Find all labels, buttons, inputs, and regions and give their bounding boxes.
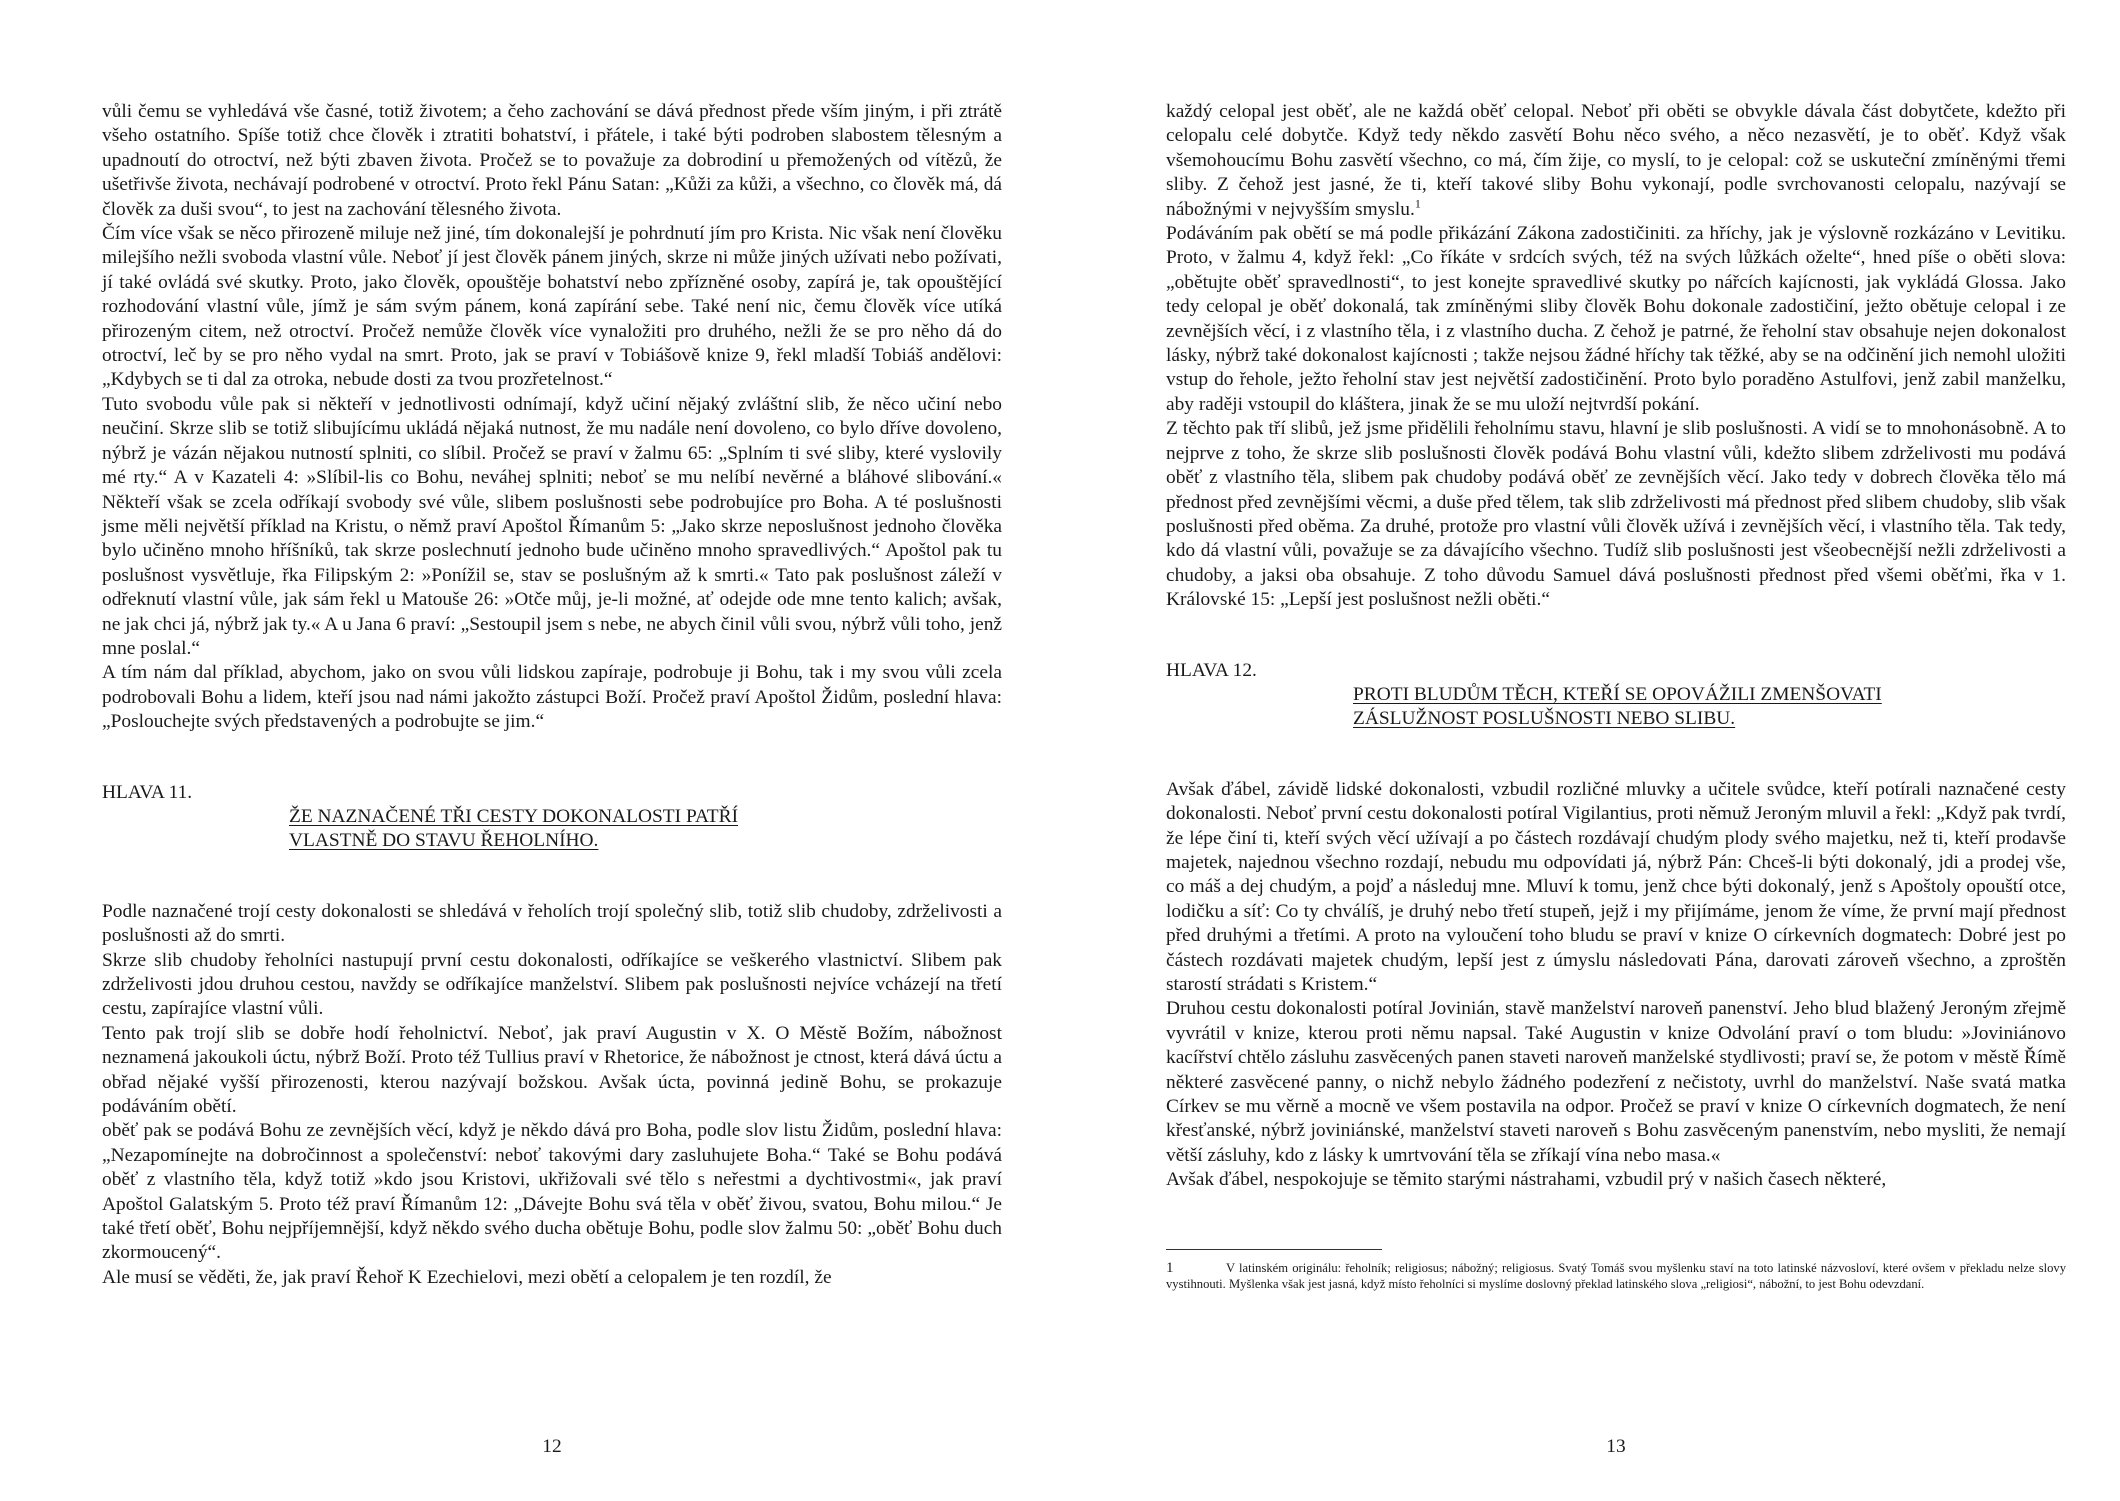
page-number: 13 xyxy=(1606,1436,1626,1457)
chapter-title xyxy=(1353,683,1913,732)
chapter-heading xyxy=(102,781,1002,854)
paragraph: Avšak ďábel, závidě lidské dokonalosti, vzbudil rozličné mluvky a učitele svůdce, kteří potírali naznačené cesty dokonalosti. Neboť první cestu dokonalosti potíral Vigilantius, proti němuž Jeroným mluvil a řekl: „Když pak tvrdí, že lépe činí ti, kteří svých věcí užívají a po částech rozdávají chudým plody svého majetku, než ti, kteří prodavše majetek, najednou všechno rozdají, nebudu mu odpovídati já, nýbrž Pán: Chceš-li býti dokonalý, jdi a prodej vše, co máš a dej chudým, a pojď a následuj mne. Mluví k tomu, jenž chce býti dokonalý, jenž s Apoštoly opouští otce, lodičku a síť: Co ty chválíš, je druhý nebo třetí stupeň, jejž i my přijímáme, jenom že víme, že první mají přednost před druhými a třetími. A proto na vyloučení toho bludu se praví v knize O církevních dogmatech: Dobré jest po částech rozdávati majetek chudým, lepší jest z úmyslu následovati Pána, darovati zároveň všechno, a zproštěn starostí strádati s Kristem.“ xyxy=(1166,778,2066,995)
page-number: 12 xyxy=(542,1436,562,1457)
paragraph: Ale musí se věděti, že, jak praví Řehoř K Ezechielovi, mezi obětí a celopalem je ten rozdíl, že xyxy=(102,1266,832,1288)
right-page xyxy=(1166,100,2066,1490)
paragraph: vůli čemu se vyhledává vše časné, totiž životem; a čeho zachování se dává přednost přede vším jiným, i při ztrátě všeho ostatního. Spíše totiž chce člověk i ztratiti bohatství, i přátele, i také býti podroben slabostem tělesným a upadnoutí do otroctví, než býti zbaven života. Pročež se to považuje za dobrodiní u přemožených od vítězů, že ušetřivše života, nechávají podrobené v otroctví. Proto řekl Pánu Satan: „Kůži za kůži, a všechno, co člověk má, dá člověk za duši svou“, to jest na zachování tělesného života. xyxy=(102,101,1002,220)
paragraph: Z těchto pak tří slibů, jež jsme přidělili řeholnímu stavu, hlavní je slib poslušnosti. A vidí se to mnohonásobně. A to nejprve z toho, že skrze slib poslušnosti člověk podává Bohu vlastní vůli, kdežto slibem zdrželivosti mu podává oběť z vlastního těla, slibem pak chudoby podává oběť ze zevnějších věcí. Jako tedy v dobrech člověka tělo má přednost před zevnějšími věcmi, a duše před tělem, tak slib zdrželivosti má přednost před slibem chudoby, slib však poslušnosti před oběma. Za druhé, protože pro vlastní vůli člověk užívá i zevnějších věcí, i vlastního těla. Tak tedy, kdo dá vlastní vůli, považuje se za dávajícího všechno. Tudíž slib poslušnosti jest všeobecnější nežli zdrželivosti a chudoby, a jaksi oba obsahuje. Z toho důvodu Samuel dává poslušnosti přednost před všemi oběťmi, řka v 1. Královské 15: „Lepší jest poslušnost nežli oběti.“ xyxy=(1166,418,2066,611)
paragraph: Tento pak trojí slib se dobře hodí řeholnictví. Neboť, jak praví Augustin v X. O Městě Božím, nábožnost neznamená jakoukoli úctu, nýbrž Boží. Proto též Tullius praví v Rhetorice, že nábožnost je ctnost, která dává úctu a obřad nějaké vyšší přirozenosti, kterou nazývají božskou. Avšak úcta, povinná jedině Bohu, se prokazuje podáváním obětí. xyxy=(102,1022,1002,1118)
chapter-label: HLAVA 12. xyxy=(1166,659,1257,681)
footnote-text: V latinském originálu: řeholník; religiosus; nábožný; religiosus. Svatý Tomáš svou myšlenku staví na toto latinské názvosloví, které ovšem v překladu nelze slovy vystihnouti. Myšlenka však jest jasná, když místo řeholníci si myslíme doslovný překlad latinského slova „religiosi“, nábožní, to jest Bohu odevzdaní. xyxy=(1166,1260,2066,1291)
footnote-separator xyxy=(1166,1249,1382,1250)
paragraph: Avšak ďábel, nespokojuje se těmito starými nástrahami, vzbudil prý v našich časech některé, xyxy=(1166,1169,1887,1191)
chapter-title-line: ŽE NAZNAČENÉ TŘI CESTY DOKONALOSTI PATŘÍ xyxy=(289,805,739,827)
paragraph: Skrze slib chudoby řeholníci nastupují první cestu dokonalosti, odříkajíce se veškerého vlastnictví. Slibem pak zdrželivosti jdou druhou cestou, navždy se odříkajíce manželství. Slibem pak poslušnosti nejvíce vcházejí na třetí cestu, zapírajíce vlastní vůli. xyxy=(102,949,1002,1020)
footnote-number: 1 xyxy=(1166,1259,1174,1276)
paragraph-text: každý celopal jest oběť, ale ne každá oběť celopal. Neboť při oběti se obvykle dávala část dobytčete, kdežto při celopalu celé dobytče. Když tedy někdo zasvětí Bohu něco svého, a něco nezasvětí, je to oběť. Když však všemohoucímu Bohu zasvětí všechno, co má, čím žije, co myslí, to je celopal: což se uskuteční zmíněnými třemi sliby. Z čehož jest jasné, že ti, kteří takové sliby Bohu vykonají, podle svrchovanosti celopalu, nazývají se nábožnými v nejvyšším smyslu. xyxy=(1166,101,2066,220)
chapter-title-line: PROTI BLUDŮM TĚCH, KTEŘÍ SE OPOVÁŽILI ZMENŠOVATI xyxy=(1353,683,1882,705)
paragraph: oběť pak se podává Bohu ze zevnějších věcí, když je někdo dává pro Boha, podle slov listu Židům, poslední hlava: „Nezapomínejte na dobročinnost a společenství: neboť takovými dary zasluhujete Boha.“ Také se Bohu podává oběť z vlastního těla, když totiž »kdo jsou Kristovi, ukřižovali své tělo s neřestmi a dychtivostmi«, jak praví Apoštol Galatským 5. Proto též praví Římanům 12: „Dávejte Bohu svá těla v oběť živou, svatou, Bohu milou.“ Je také třetí oběť, Bohu nejpříjemnější, když někdo svého ducha obětuje Bohu, podle slov žalmu 50: „oběť Bohu duch zkormoucený“. xyxy=(102,1120,1002,1264)
paragraph xyxy=(1166,100,2066,222)
paragraph: A tím nám dal příklad, abychom, jako on svou vůli lidskou zapíraje, podrobuje ji Bohu, tak i my svou vůli zcela podrobovali Bohu a lidem, kteří jsou nad námi jakožto zástupci Boží. Pročež praví Apoštol Židům, poslední hlava: „Poslouchejte svých představených a podrobujte se jim.“ xyxy=(102,662,1002,733)
left-page xyxy=(102,100,1002,1490)
paragraph: Čím více však se něco přirozeně miluje než jiné, tím dokonalejší je pohrdnutí jím pro Krista. Nic však není člověku milejšího nežli svoboda vlastní vůle. Neboť jí jest člověk pánem jiných, skrze ni může jiných užívati nebo požívati, jí také ovládá své skutky. Proto, jako člověk, opouštěje bohatství nebo zpřízněné osoby, zapírá je, tak opouštějící rozhodování vlastní vůle, jímž je sám svým pánem, koná zapírání sebe. Také není nic, čemu člověk více utíká přirozeným citem, než otroctví. Pročež nemůže člověk více vynaložiti pro druhého, nežli že se pro něho dá do otroctví, leč by se pro něho vydal na smrt. Proto, jak se praví v Tobiášově knize 9, řekl mladší Tobiáš andělovi: „Kdybych se ti dal za otroka, nebude dosti za tvou prozřetelnost.“ xyxy=(102,223,1002,391)
footnote xyxy=(1166,1260,2066,1292)
paragraph: Tuto svobodu vůle pak si někteří v jednotlivosti odnímají, když učiní nějaký zvláštní slib, že něco učiní nebo neučiní. Skrze slib se totiž slibujícímu ukládá nějaká nutnost, že mu nadále není dovoleno, co bylo dříve dovoleno, nýbrž je vázán nějakou nutností splniti, co slíbil. Pročež se praví v žalmu 65: „Splním ti své sliby, které vyslovily mé rty.“ A v Kazateli 4: »Slíbil-lis co Bohu, neváhej splniti; neboť se mu nelíbí nevěrné a bláhové slibování.« Někteří však se zcela odříkají svobody své vůle, slibem poslušnosti sebe podrobujíce pro Boha. A té poslušnosti jsme měli největší příklad na Kristu, o němž praví Apoštol Římanům 5: „Jako skrze neposlušnost jednoho člověka bylo učiněno mnoho hříšníků, tak skrze poslechnutí jednoho bude učiněno mnoho spravedlivých.“ Apoštol pak tu poslušnost vysvětluje, řka Filipským 2: »Ponížil se, stav se poslušným až k smrti.« Tato pak poslušnost záleží v odřeknutí vlastní vůle, jak sám řekl u Matouše 26: »Otče můj, je-li možné, ať odejde ode mne tento kalich; avšak, ne jak chci já, nýbrž jak ty.« A u Jana 6 praví: „Sestoupil jsem s nebe, ne abych činil vůli svou, nýbrž vůli toho, jenž mne poslal.“ xyxy=(102,393,1002,659)
left-page-body xyxy=(102,100,1002,1290)
chapter-title-line: VLASTNĚ DO STAVU ŘEHOLNÍHO. xyxy=(289,830,599,852)
paragraph: Podle naznačené trojí cesty dokonalosti se shledává v řeholích trojí společný slib, totiž slib chudoby, zdrželivosti a poslušnosti až do smrti. xyxy=(102,900,1002,947)
paragraph: Podáváním pak obětí se má podle přikázání Zákona zadostičiniti. za hříchy, jak je výslovně rozkázáno v Levitiku. Proto, v žalmu 4, když řekl: „Co říkáte v srdcích svých, též na svých lůžkách oželte“, hned píše o oběti slova: „obětujte oběť spravedlnosti“, to jest konejte spravedlivé skutky po nářcích kajícnosti, jak vykládá Glossa. Jako tedy celopal je oběť dokonalá, tak zmíněnými sliby člověk Bohu dokonale zadostičiní, ježto obětuje celopal i ze zevnějších věcí, i z vlastního těla, i z vlastního ducha. Z čehož je patrné, že řeholní stav obsahuje nejen dokonalost lásky, nýbrž také dokonalost kajícnosti ; takže nejsou žádné hříchy tak těžké, aby se na odčinění jich nemohl uložiti vstup do řehole, ježto řeholní stav jest největší zadostičinění. Proto bylo poradĕno Astulfovi, jenž zabil manželku, aby raději vstoupil do kláštera, jinak že se mu uloží nejtvrdší pokání. xyxy=(1166,223,2066,415)
chapter-heading xyxy=(1166,659,2066,732)
chapter-title-line: ZÁSLUŽNOST POSLUŠNOSTI NEBO SLIBU. xyxy=(1353,708,1736,730)
footnote-reference: 1 xyxy=(1414,196,1421,211)
chapter-title xyxy=(289,805,849,854)
chapter-label: HLAVA 11. xyxy=(102,781,193,803)
paragraph: Druhou cestu dokonalosti potíral Jovinián, stavě manželství naroveň panenství. Jeho blud blažený Jeroným zřejmě vyvrátil v knize, kterou proti němu napsal. Také Augustin v knize Odvolání praví o tom bludu: »Joviniánovo kacířství chtělo zásluhu zasvěcených panen staveti naroveň manželské stydlivosti; praví se, že potom v městě Římě některé zasvěcené panny, o nichž nebylo žádného podezření z nečistoty, uvrhl do manželství. Naše svatá matka Církev se mu věrně a mocně ve všem postavila na odpor. Pročež se praví v knize O církevních dogmatech, že není křesťanské, nýbrž joviniánské, manželství staveti naroveň s Bohu zasvěceným panenstvím, nebo mysliti, že nemají větší zásluhy, kdo z lásky k umrtvování těla se zříkají vína nebo masa.« xyxy=(1166,998,2066,1166)
right-page-body xyxy=(1166,100,2066,1292)
